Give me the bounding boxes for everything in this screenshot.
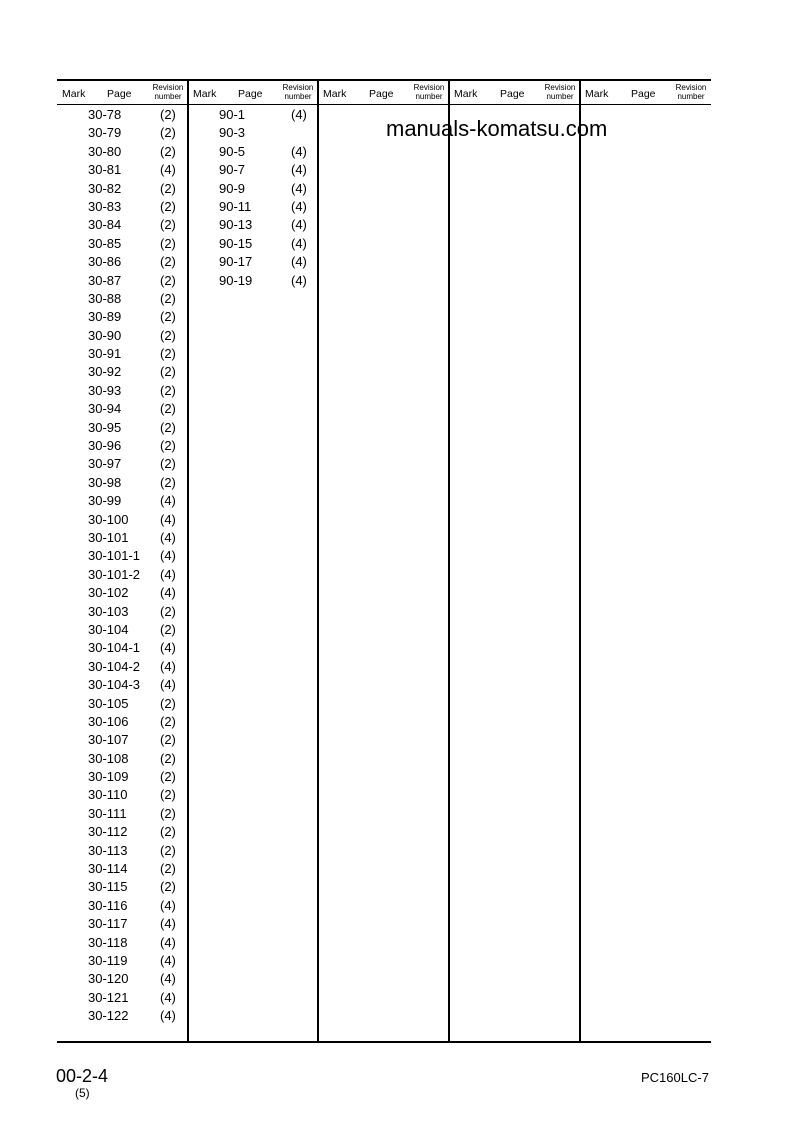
page-number: 30-104-1 (88, 640, 141, 656)
revision-number: (4) (160, 493, 176, 509)
list-item (88, 308, 186, 326)
page-number: 90-19 (219, 272, 253, 288)
page-number: 30-102 (88, 585, 129, 601)
page-number: 90-13 (219, 217, 253, 233)
revision-number: (2) (160, 235, 176, 251)
page-number: 30-81 (88, 162, 122, 178)
column-divider-3 (448, 80, 450, 1042)
page-number: 30-104 (88, 621, 129, 637)
page-number: 30-93 (88, 382, 122, 398)
revision-number: (4) (160, 989, 176, 1005)
page-number: 30-101 (88, 529, 129, 545)
revision-number: (2) (160, 364, 176, 380)
page-number: 30-100 (88, 511, 129, 527)
page-number: 30-104-2 (88, 658, 141, 674)
page-number: 30-87 (88, 272, 122, 288)
page-number: 30-98 (88, 474, 122, 490)
revision-number: (2) (160, 603, 176, 619)
list-item (88, 180, 186, 198)
list-item (219, 235, 317, 253)
revision-number: (2) (160, 309, 176, 325)
page-number: 30-92 (88, 364, 122, 380)
list-item (88, 455, 186, 473)
revision-number: (2) (160, 621, 176, 637)
list-item (88, 897, 186, 915)
page-number: 30-85 (88, 235, 122, 251)
revision-number: (4) (160, 548, 176, 564)
revision-number: (4) (160, 162, 176, 178)
page-list-column-2 (219, 106, 317, 290)
revision-number: (4) (160, 566, 176, 582)
list-item (88, 786, 186, 804)
revision-number: (2) (160, 805, 176, 821)
page-number: 30-114 (88, 861, 128, 877)
list-item (219, 253, 317, 271)
header-mark: Mark (62, 88, 86, 100)
list-item (88, 768, 186, 786)
page-number: 30-94 (88, 401, 122, 417)
column-divider-4 (579, 80, 581, 1042)
list-item (88, 437, 186, 455)
page-number: 30-117 (88, 916, 128, 932)
page-number: 30-97 (88, 456, 122, 472)
list-item (88, 970, 186, 988)
header-mark: Mark (193, 88, 217, 100)
footer-model: PC160LC-7 (641, 1070, 709, 1085)
list-item (88, 695, 186, 713)
page-number: 30-80 (88, 143, 122, 159)
header-page: Page (238, 88, 263, 100)
page-number: 30-107 (88, 732, 129, 748)
revision-number: (4) (291, 272, 307, 288)
footer-page-code: 00-2-4 (56, 1066, 109, 1086)
list-item (88, 419, 186, 437)
revision-number: (2) (160, 401, 176, 417)
revision-number: (2) (160, 824, 176, 840)
header-bottom-rule (57, 104, 711, 105)
page-number: 30-91 (88, 346, 122, 362)
revision-number: (2) (160, 769, 176, 785)
list-item (88, 915, 186, 933)
revision-number: (2) (160, 217, 176, 233)
page-number: 30-88 (88, 290, 122, 306)
page-number: 30-104-3 (88, 677, 141, 693)
page-number: 30-111 (88, 805, 127, 821)
page-number: 30-95 (88, 419, 122, 435)
revision-number: (2) (160, 750, 176, 766)
list-item (88, 639, 186, 657)
list-item (219, 198, 317, 216)
header-page: Page (107, 88, 132, 100)
revision-number: (4) (291, 217, 307, 233)
page-number: 30-118 (88, 934, 128, 950)
revision-number: (2) (160, 732, 176, 748)
page-number: 90-7 (219, 162, 246, 178)
page-number: 30-101-2 (88, 566, 141, 582)
revision-number: (2) (160, 419, 176, 435)
revision-number: (4) (291, 198, 307, 214)
revision-number: (4) (160, 658, 176, 674)
list-item (88, 713, 186, 731)
page-number: 30-79 (88, 125, 122, 141)
list-item (88, 382, 186, 400)
revision-number: (4) (160, 916, 176, 932)
revision-number: (2) (160, 327, 176, 343)
list-item (88, 621, 186, 639)
list-item (219, 106, 317, 124)
header-mark: Mark (585, 88, 609, 100)
revision-number: (2) (160, 180, 176, 196)
revision-number: (4) (160, 934, 176, 950)
revision-number: (4) (160, 1008, 176, 1024)
revision-number: (2) (160, 290, 176, 306)
page-number: 30-110 (88, 787, 128, 803)
page-number: 30-120 (88, 971, 129, 987)
page-number: 30-113 (88, 842, 128, 858)
page-number: 30-101-1 (88, 548, 141, 564)
list-item (88, 235, 186, 253)
list-item (88, 400, 186, 418)
revision-number: (4) (160, 529, 176, 545)
list-item (219, 161, 317, 179)
watermark-text: manuals-komatsu.com (386, 116, 608, 141)
header-mark: Mark (323, 88, 347, 100)
list-item (88, 676, 186, 694)
list-item (88, 511, 186, 529)
list-item (88, 327, 186, 345)
page-number: 30-78 (88, 107, 122, 122)
revision-number: (2) (160, 254, 176, 270)
page-number: 30-119 (88, 952, 128, 968)
header-page: Page (500, 88, 525, 100)
page-number: 90-3 (219, 125, 246, 141)
page-number: 30-84 (88, 217, 122, 233)
page-number: 90-9 (219, 180, 246, 196)
revision-number: (2) (160, 107, 176, 122)
revision-number: (2) (160, 842, 176, 858)
revision-number: (2) (160, 787, 176, 803)
page-number: 30-122 (88, 1008, 129, 1024)
list-item (88, 584, 186, 602)
list-item (219, 216, 317, 234)
list-item (88, 566, 186, 584)
list-item (88, 290, 186, 308)
page-number: 30-83 (88, 198, 122, 214)
revision-number: (2) (160, 198, 176, 214)
table-top-rule (57, 79, 711, 81)
page-number: 30-116 (88, 897, 128, 913)
list-item (88, 124, 186, 142)
revision-number: (4) (160, 585, 176, 601)
header-revision-number: Revision number (152, 83, 184, 101)
list-item (219, 272, 317, 290)
footer-revision: (5) (75, 1086, 90, 1100)
header-revision-number: Revision number (675, 83, 707, 101)
list-item (88, 823, 186, 841)
page-number: 30-105 (88, 695, 129, 711)
list-item (88, 198, 186, 216)
list-item (88, 272, 186, 290)
list-item (88, 474, 186, 492)
list-item (88, 989, 186, 1007)
header-revision-number: Revision number (282, 83, 314, 101)
list-item (88, 934, 186, 952)
page-number: 30-103 (88, 603, 129, 619)
page-number: 90-15 (219, 235, 253, 251)
revision-number: (2) (160, 125, 176, 141)
revision-number: (4) (160, 971, 176, 987)
list-item (219, 180, 317, 198)
page-number: 90-11 (219, 198, 252, 214)
revision-number: (2) (160, 272, 176, 288)
list-item (88, 878, 186, 896)
revision-number: (2) (160, 456, 176, 472)
list-item (88, 1007, 186, 1025)
revision-number: (2) (160, 346, 176, 362)
table-bottom-rule (57, 1041, 711, 1043)
list-item (88, 603, 186, 621)
revision-number: (4) (291, 107, 307, 122)
page-number: 30-108 (88, 750, 129, 766)
list-item (219, 143, 317, 161)
revision-number: (4) (291, 162, 307, 178)
list-item (88, 658, 186, 676)
list-item (88, 805, 186, 823)
list-item (88, 216, 186, 234)
header-page: Page (369, 88, 394, 100)
list-item (88, 952, 186, 970)
list-item (88, 106, 186, 124)
revision-number: (2) (160, 438, 176, 454)
revision-number: (4) (291, 235, 307, 251)
page-number: 30-96 (88, 438, 122, 454)
list-item (88, 253, 186, 271)
revision-number: (4) (160, 511, 176, 527)
page-number: 30-109 (88, 769, 129, 785)
list-item (88, 363, 186, 381)
revision-number: (2) (160, 861, 176, 877)
page-number: 30-90 (88, 327, 122, 343)
revision-number: (2) (160, 695, 176, 711)
revision-number: (2) (160, 713, 176, 729)
list-item (88, 161, 186, 179)
revision-number: (4) (291, 180, 307, 196)
page-number: 30-112 (88, 824, 128, 840)
revision-number: (4) (291, 254, 307, 270)
page-number: 30-86 (88, 254, 122, 270)
list-item (88, 345, 186, 363)
list-item (88, 529, 186, 547)
header-revision-number: Revision number (413, 83, 445, 101)
revision-number: (2) (160, 143, 176, 159)
header-mark: Mark (454, 88, 478, 100)
list-item (219, 124, 317, 142)
revision-number: (2) (160, 879, 176, 895)
column-divider-2 (317, 80, 319, 1042)
page-number: 30-89 (88, 309, 122, 325)
list-item (88, 750, 186, 768)
header-page: Page (631, 88, 656, 100)
list-item (88, 547, 186, 565)
list-item (88, 143, 186, 161)
revision-number: (4) (291, 143, 307, 159)
page-number: 30-82 (88, 180, 122, 196)
page-list-column-1 (88, 106, 186, 1026)
page-number: 90-5 (219, 143, 246, 159)
header-revision-number: Revision number (544, 83, 576, 101)
list-item (88, 731, 186, 749)
page-number: 30-121 (88, 989, 129, 1005)
revision-number: (4) (160, 897, 176, 913)
column-divider-1 (187, 80, 189, 1042)
list-item (88, 860, 186, 878)
list-item (88, 492, 186, 510)
page-number: 90-1 (219, 107, 246, 122)
revision-number: (2) (160, 382, 176, 398)
revision-number: (4) (160, 952, 176, 968)
page-number: 30-106 (88, 713, 129, 729)
list-item (88, 842, 186, 860)
page-number: 30-115 (88, 879, 128, 895)
revision-number: (2) (160, 474, 176, 490)
revision-number: (4) (160, 677, 176, 693)
revision-number: (4) (160, 640, 176, 656)
page-number: 90-17 (219, 254, 253, 270)
page-number: 30-99 (88, 493, 122, 509)
